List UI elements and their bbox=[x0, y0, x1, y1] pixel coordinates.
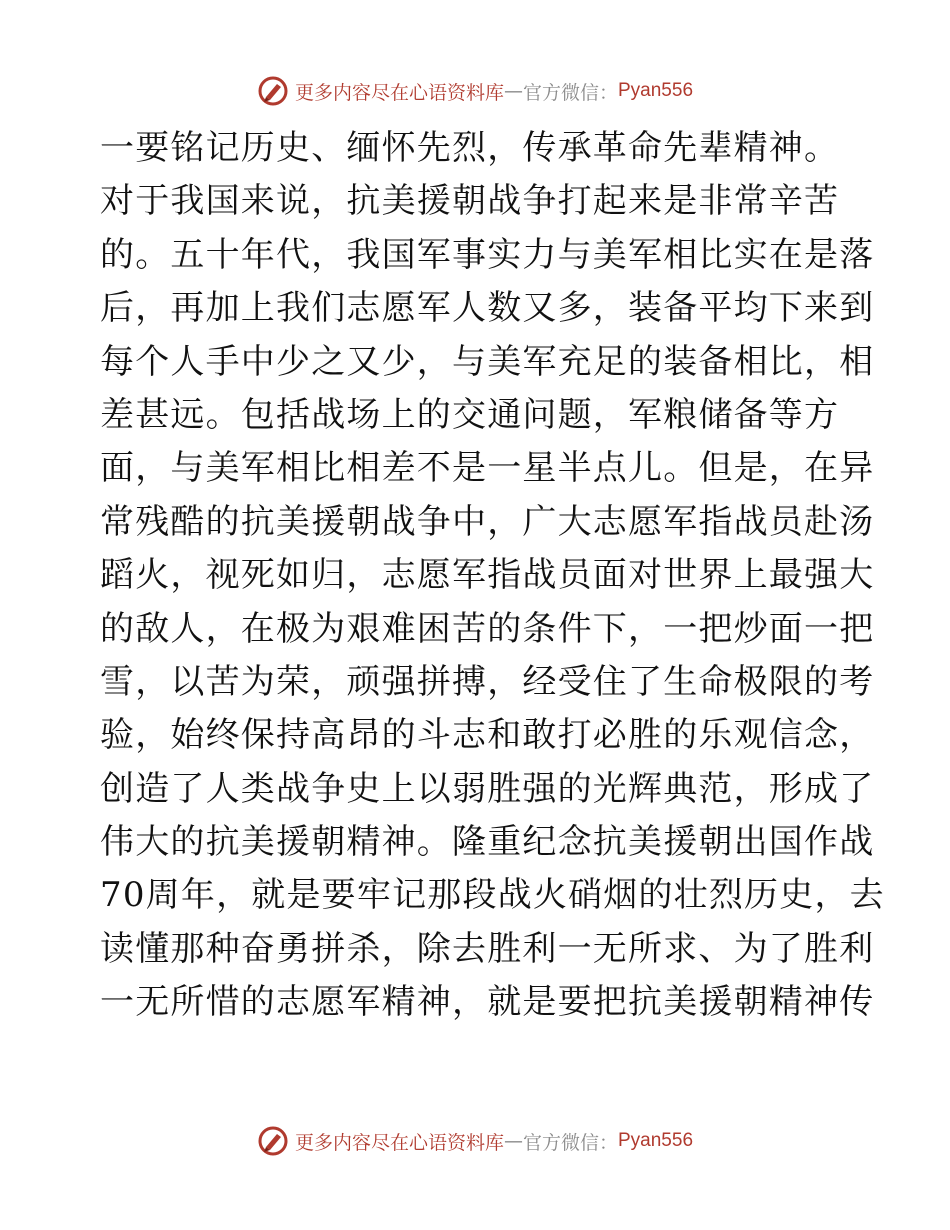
text-line: 蹈火，视死如归，志愿军指战员面对世界上最强大 bbox=[100, 555, 875, 596]
text-line: 的敌人，在极为艰难困苦的条件下，一把炒面一把 bbox=[100, 608, 875, 649]
banner-wechat-id: Pyan556 bbox=[618, 1130, 694, 1151]
text-line: 每个人手中少之又少，与美军充足的装备相比，相 bbox=[100, 341, 875, 382]
banner-main-text: 更多内容尽在心语资料库 bbox=[294, 1131, 504, 1154]
header-watermark-banner bbox=[0, 71, 950, 111]
text-line: 70周年，就是要牢记那段战火硝烟的壮烈历史，去 bbox=[100, 875, 885, 916]
text-line: 一无所惜的志愿军精神，就是要把抗美援朝精神传 bbox=[100, 982, 875, 1023]
banner-main-text: 更多内容尽在心语资料库 bbox=[294, 81, 504, 104]
text-line: 对于我国来说，抗美援朝战争打起来是非常辛苦 bbox=[100, 181, 840, 222]
text-line: 读懂那种奋勇拼杀，除去胜利一无所求、为了胜利 bbox=[100, 928, 875, 969]
text-line: 伟大的抗美援朝精神。隆重纪念抗美援朝出国作战 bbox=[100, 822, 875, 863]
banner-wechat-id: Pyan556 bbox=[618, 80, 694, 101]
banner-dash: — bbox=[503, 1130, 523, 1152]
footer-watermark-banner bbox=[0, 1121, 950, 1161]
text-line: 差甚远。包括战场上的交通问题，军粮储备等方 bbox=[100, 394, 840, 435]
text-line: 后，再加上我们志愿军人数又多，装备平均下来到 bbox=[100, 288, 875, 329]
text-line: 一要铭记历史、缅怀先烈，传承革命先辈精神。 bbox=[100, 128, 840, 168]
document-body bbox=[100, 122, 885, 1030]
pen-seal-icon bbox=[257, 1125, 289, 1157]
text-line: 验，始终保持高昂的斗志和敢打必胜的乐观信念， bbox=[100, 715, 875, 756]
text-line: 雪，以苦为荣，顽强拼搏，经受住了生命极限的考 bbox=[100, 661, 875, 702]
banner-dash: — bbox=[503, 80, 523, 102]
text-line: 常残酷的抗美援朝战争中，广大志愿军指战员赴汤 bbox=[100, 501, 875, 542]
text-line: 的。五十年代，我国军事实力与美军相比实在是落 bbox=[100, 234, 875, 275]
banner-official-label: 官方微信： bbox=[522, 81, 618, 104]
text-line: 面，与美军相比相差不是一星半点儿。但是，在异 bbox=[100, 448, 875, 489]
text-line: 创造了人类战争史上以弱胜强的光辉典范，形成了 bbox=[100, 768, 875, 809]
pen-seal-icon bbox=[257, 75, 289, 107]
banner-official-label: 官方微信： bbox=[522, 1131, 618, 1154]
